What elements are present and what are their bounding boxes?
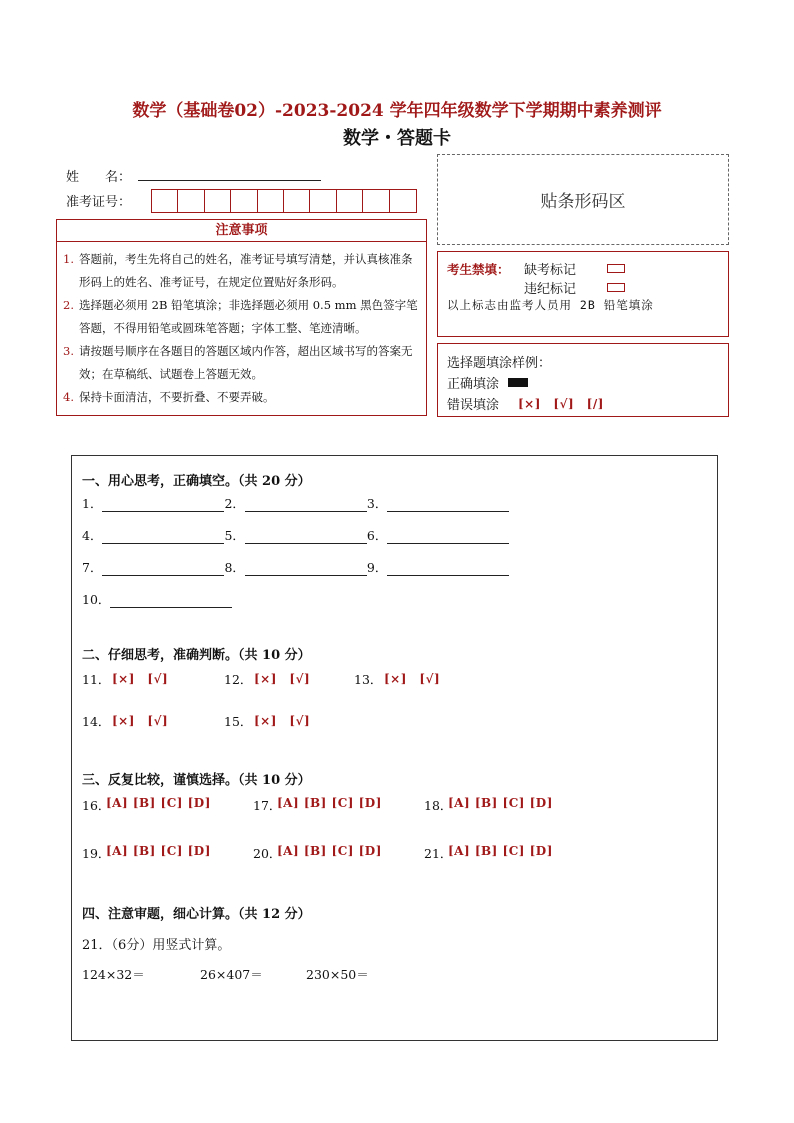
- calc-instruction: 21．（6分）用竖式计算。: [82, 938, 231, 953]
- judge-options[interactable]: [×] [√]: [384, 672, 441, 686]
- answer-blank[interactable]: [387, 530, 509, 544]
- question-number: 19．: [82, 846, 111, 861]
- fill-row: [82, 494, 509, 512]
- question-number: 4．: [82, 528, 103, 543]
- section-3-title: 三、反复比较，谨慎选择。（共 10 分）: [82, 773, 311, 788]
- barcode-area: [437, 154, 729, 245]
- question-number: 5．: [224, 528, 245, 543]
- question-number: 6．: [366, 528, 388, 543]
- notice-item: [63, 386, 420, 409]
- paper-subtitle: 数学・答题卡: [343, 128, 451, 149]
- answer-area: [71, 455, 718, 1041]
- notice-item: [63, 294, 420, 340]
- violation-mark-box[interactable]: [607, 283, 625, 292]
- notice-text: 选择题必须用 2B 铅笔填涂；非选择题必须用 0.5 mm 黑色签字笔答题，不得用铅笔或圆珠笔答题；字体工整、笔迹清晰。: [79, 298, 418, 335]
- answer-blank[interactable]: [387, 498, 509, 512]
- id-label: 准考证号：: [66, 195, 132, 210]
- fill-row: [82, 590, 232, 608]
- id-digit-box[interactable]: [310, 190, 336, 212]
- id-digit-box[interactable]: [152, 190, 178, 212]
- name-label: 姓 名：: [66, 170, 132, 185]
- wrong-fill-label: 错误填涂: [447, 398, 500, 413]
- exam-mark-box: [437, 251, 729, 337]
- answer-blank[interactable]: [245, 562, 367, 576]
- question-number: 18．: [424, 798, 453, 813]
- id-digit-box[interactable]: [258, 190, 284, 212]
- section-1-title: 一、用心思考，正确填空。（共 20 分）: [82, 474, 311, 489]
- answer-blank[interactable]: [245, 530, 367, 544]
- question-number: 15．: [224, 714, 253, 729]
- choice-options[interactable]: [A] [B] [C] [D]: [277, 796, 382, 810]
- calc-problem: 26×407＝: [200, 967, 263, 982]
- notice-text: 保持卡面清洁，不要折叠、不要弄破。: [79, 390, 275, 404]
- question-number: 20．: [253, 846, 282, 861]
- notice-num: 1.: [63, 252, 74, 266]
- notice-num: 3.: [63, 344, 74, 358]
- correct-fill-label: 正确填涂: [447, 377, 500, 392]
- id-number-boxes[interactable]: [151, 189, 417, 213]
- id-digit-box[interactable]: [205, 190, 231, 212]
- question-number: 11．: [82, 672, 111, 687]
- notice-item: [63, 340, 420, 386]
- answer-blank[interactable]: [102, 562, 224, 576]
- answer-blank[interactable]: [110, 594, 232, 608]
- notice-title: 注意事项: [56, 219, 427, 242]
- choice-options[interactable]: [A] [B] [C] [D]: [106, 796, 211, 810]
- question-number: 3．: [366, 496, 388, 511]
- choice-options[interactable]: [A] [B] [C] [D]: [448, 844, 553, 858]
- question-number: 1．: [82, 496, 103, 511]
- fill-row: [82, 558, 509, 576]
- fill-example-box: [437, 343, 729, 417]
- notice-text: 答题前，考生先将自己的姓名，准考证号填写清楚，并认真核准条形码上的姓名、准考证号，在规定位置贴好条形码。: [79, 252, 413, 289]
- answer-blank[interactable]: [387, 562, 509, 576]
- calc-problem: 124×32＝: [82, 967, 145, 982]
- answer-blank[interactable]: [245, 498, 367, 512]
- notice-num: 4.: [63, 390, 74, 404]
- question-number: 21．: [424, 846, 453, 861]
- judge-options[interactable]: [×] [√]: [254, 714, 311, 728]
- question-number: 2．: [224, 496, 245, 511]
- id-digit-box[interactable]: [231, 190, 257, 212]
- question-number: 12．: [224, 672, 253, 687]
- choice-options[interactable]: [A] [B] [C] [D]: [277, 844, 382, 858]
- fill-row: [82, 526, 509, 544]
- wrong-marks-sample: [×] [√] [/]: [518, 397, 604, 411]
- violation-label: 违纪标记: [524, 282, 577, 297]
- fill-example-title: 选择题填涂样例：: [447, 356, 552, 371]
- question-number: 8．: [224, 560, 245, 575]
- judge-options[interactable]: [×] [√]: [112, 672, 169, 686]
- forbid-label: 考生禁填：: [447, 262, 510, 277]
- barcode-label: 贴条形码区: [540, 192, 626, 212]
- calc-work-area[interactable]: [82, 986, 702, 1034]
- notice-num: 2.: [63, 298, 74, 312]
- choice-options[interactable]: [A] [B] [C] [D]: [448, 796, 553, 810]
- notice-list: [56, 242, 427, 416]
- judge-options[interactable]: [×] [√]: [254, 672, 311, 686]
- question-number: 13．: [354, 672, 383, 687]
- question-number: 10．: [82, 592, 111, 607]
- section-2-title: 二、仔细思考，准确判断。（共 10 分）: [82, 648, 311, 663]
- absent-mark-box[interactable]: [607, 264, 625, 273]
- answer-blank[interactable]: [102, 530, 224, 544]
- id-digit-box[interactable]: [178, 190, 204, 212]
- question-number: 14．: [82, 714, 111, 729]
- answer-blank[interactable]: [102, 498, 224, 512]
- exam-note: 以上标志由监考人员用 2B 铅笔填涂: [447, 298, 654, 312]
- question-number: 16．: [82, 798, 111, 813]
- notice-text: 请按题号顺序在各题目的答题区域内作答，超出区域书写的答案无效；在草稿纸、试题卷上答题无效。: [79, 344, 413, 381]
- question-number: 9．: [366, 560, 388, 575]
- question-number: 7．: [82, 560, 103, 575]
- choice-options[interactable]: [A] [B] [C] [D]: [106, 844, 211, 858]
- paper-title: 数学（基础卷02）-2023-2024 学年四年级数学下学期期中素养测评: [132, 101, 662, 121]
- id-digit-box[interactable]: [337, 190, 363, 212]
- name-field[interactable]: [138, 167, 321, 181]
- id-digit-box[interactable]: [284, 190, 310, 212]
- question-number: 17．: [253, 798, 282, 813]
- judge-options[interactable]: [×] [√]: [112, 714, 169, 728]
- id-digit-box[interactable]: [390, 190, 416, 212]
- section-4-title: 四、注意审题，细心计算。（共 12 分）: [82, 907, 311, 922]
- id-digit-box[interactable]: [363, 190, 389, 212]
- calc-problem: 230×50＝: [306, 967, 369, 982]
- solid-mark-sample: [508, 378, 528, 387]
- absent-label: 缺考标记: [524, 263, 577, 278]
- notice-item: [63, 248, 420, 294]
